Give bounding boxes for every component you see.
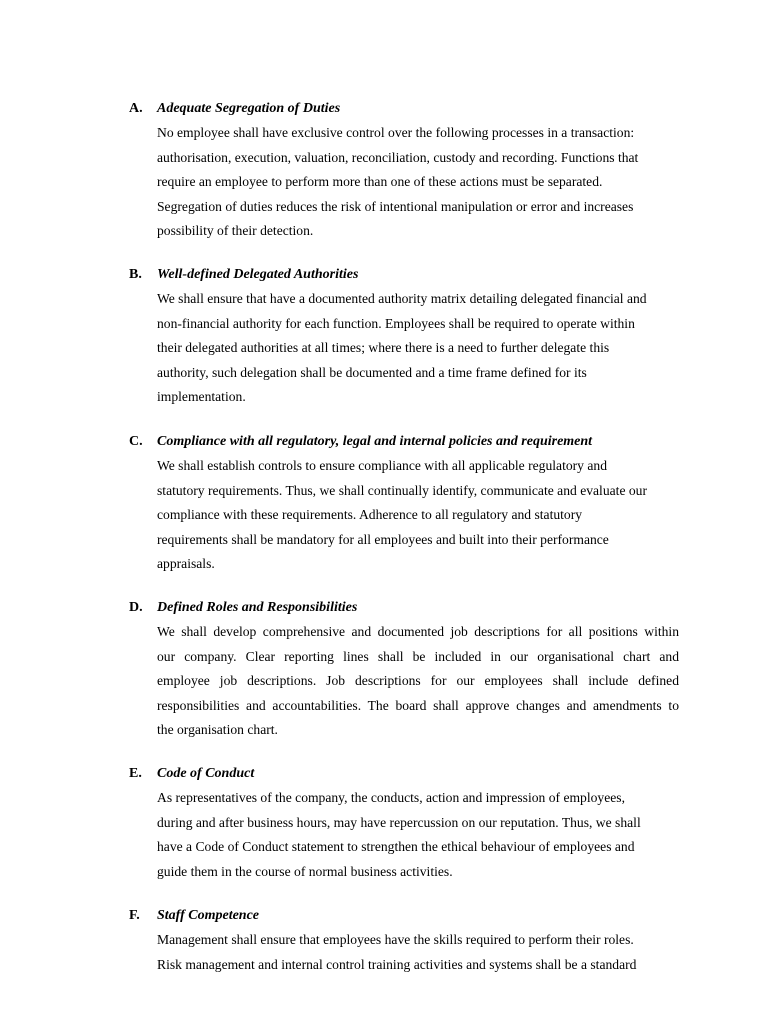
paragraph-line: As representatives of the company, the conducts, action and impression of employees, [157, 790, 625, 805]
section-title: Well-defined Delegated Authorities [157, 267, 359, 282]
section-b [129, 263, 679, 410]
section-letter: E. [129, 766, 142, 781]
section-heading [129, 904, 679, 928]
section-letter: C. [129, 434, 143, 449]
paragraph-line: their delegated authorities at all times; where there is a need to further delegate this [157, 340, 610, 355]
paragraph-line: guide them in the course of normal business activities. [157, 863, 453, 879]
section-heading [129, 762, 679, 786]
paragraph-line: authorisation, execution, valuation, reconciliation, custody and recording. Functions that [157, 149, 639, 165]
section-heading [129, 430, 679, 454]
section-e [129, 762, 679, 884]
paragraph-line: We shall establish controls to ensure compliance with all applicable regulatory and [157, 458, 608, 473]
paragraph-line: compliance with these requirements. Adherence to all regulatory and statutory [157, 507, 583, 522]
paragraph-line: We shall ensure that have a documented authority matrix detailing delegated financial and [157, 291, 647, 306]
paragraph-line: employee job descriptions. Job descriptions for our employees shall include defined [157, 673, 679, 688]
paragraph-line: authority, such delegation shall be documented and a time frame defined for its [157, 364, 587, 380]
section-letter: D. [129, 600, 143, 615]
section-a [129, 97, 679, 244]
paragraph-line: statutory requirements. Thus, we shall continually identify, communicate and evaluate our [157, 482, 647, 498]
section-title: Adequate Segregation of Duties [157, 101, 341, 116]
paragraph-line: have a Code of Conduct statement to strengthen the ethical behaviour of employees and [157, 839, 635, 854]
paragraph-line: during and after business hours, may have repercussion on our reputation. Thus, we shall [157, 814, 641, 830]
section-d [129, 596, 679, 743]
section-heading [129, 97, 679, 121]
paragraph-line: appraisals. [157, 556, 215, 571]
paragraph-line: Segregation of duties reduces the risk of intentional manipulation or error and increases [157, 198, 634, 214]
section-title: Compliance with all regulatory, legal and internal policies and requirement [157, 434, 593, 449]
paragraph-line: non-financial authority for each function. Employees shall be required to operate within [157, 315, 635, 331]
paragraph-line: requirements shall be mandatory for all employees and built into their performance [157, 531, 609, 547]
section-heading [129, 263, 679, 287]
paragraph-line: Management shall ensure that employees have the skills required to perform their roles. [157, 932, 634, 947]
section-c [129, 430, 679, 577]
section-letter: F. [129, 908, 140, 923]
paragraph-line: We shall develop comprehensive and documented job descriptions for all positions within [157, 624, 679, 639]
paragraph-line: implementation. [157, 389, 246, 404]
section-title: Defined Roles and Responsibilities [157, 600, 358, 615]
section-heading [129, 596, 679, 620]
section-letter: B. [129, 267, 142, 282]
paragraph-line: No employee shall have exclusive control over the following processes in a transaction: [157, 125, 635, 140]
paragraph-line: possibility of their detection. [157, 223, 314, 238]
paragraph-line: require an employee to perform more than one of these actions must be separated. [157, 174, 603, 189]
section-title: Staff Competence [157, 908, 260, 923]
section-letter: A. [129, 101, 143, 116]
paragraph-line: responsibilities and accountabilities. The board shall approve changes and amendments to [157, 697, 679, 713]
paragraph-line: our company. Clear reporting lines shall be included in our organisational chart and [157, 648, 679, 664]
section-f [129, 904, 679, 977]
paragraph-line: Risk management and internal control training activities and systems shall be a standard [157, 956, 637, 972]
paragraph-line: the organisation chart. [157, 722, 278, 737]
section-title: Code of Conduct [157, 766, 255, 781]
